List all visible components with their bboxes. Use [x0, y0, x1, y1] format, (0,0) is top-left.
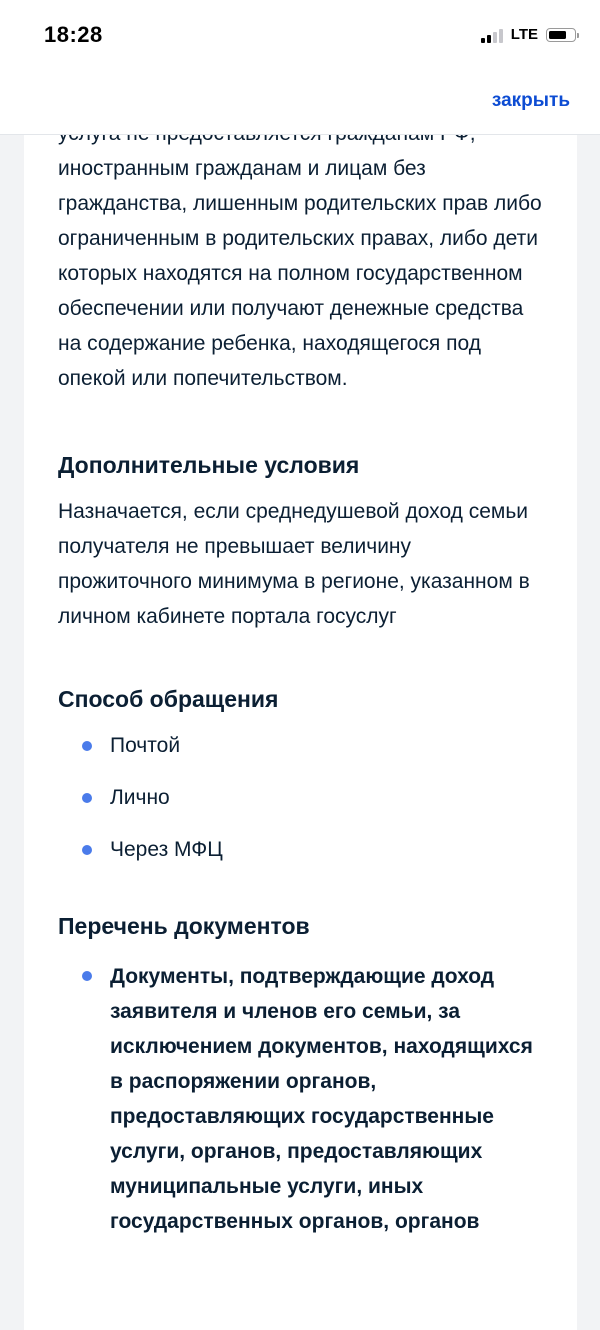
additional-conditions-section	[58, 450, 543, 634]
top-nav-bar	[0, 74, 600, 135]
additional-conditions-text: Назначается, если среднедушевой доход семьи получателя не превышает величину прожиточного минимума в регионе, указанном в личном кабинете портала госуслуг	[58, 500, 530, 628]
info-card	[24, 110, 577, 1330]
documents-section	[58, 911, 543, 1239]
list-item-label: Через МФЦ	[110, 838, 223, 861]
bullet-dot-icon	[82, 845, 92, 855]
documents-list	[58, 959, 543, 1239]
list-item-label: Лично	[110, 786, 170, 809]
battery-icon	[546, 28, 576, 42]
battery-fill	[549, 31, 566, 39]
status-time: 18:28	[44, 22, 103, 47]
application-method-list	[58, 728, 543, 867]
additional-conditions-title: Дополнительные условия	[58, 452, 360, 478]
bullet-dot-icon	[82, 971, 92, 981]
signal-bar	[487, 35, 491, 43]
list-item	[58, 832, 543, 867]
signal-icon	[481, 27, 503, 43]
document-item-text: Документы, подтверждающие доход заявителя и членов его семьи, за исключением документов, находящихся в распоряжении органов, предоставляющих государственные услуги, органов, предоставляющих муниципальные услуги, иных государственных органов, органов	[110, 965, 533, 1233]
close-button[interactable]: закрыть	[491, 90, 570, 111]
bullet-dot-icon	[82, 793, 92, 803]
application-method-title: Способ обращения	[58, 686, 279, 712]
signal-bar	[493, 32, 497, 43]
status-bar	[0, 0, 600, 74]
network-type: LTE	[510, 26, 538, 43]
list-item	[58, 780, 543, 815]
list-item-label: Почтой	[110, 734, 181, 757]
list-item	[58, 728, 543, 763]
documents-title: Перечень документов	[58, 913, 310, 939]
signal-bar	[481, 38, 485, 43]
status-indicators	[481, 26, 576, 43]
list-item	[58, 959, 543, 1239]
signal-bar	[499, 29, 503, 43]
intro-text: иностранным гражданам и лицам без гражданства, лишенным родительских прав либо ограниченным в родительских правах, либо дети которых находятся на полном государственном обеспечении или получают денежные средства на содержание ребенка, находящегося под опекой или попечительством.	[58, 157, 542, 390]
bullet-dot-icon	[82, 741, 92, 751]
application-method-section	[58, 684, 543, 867]
